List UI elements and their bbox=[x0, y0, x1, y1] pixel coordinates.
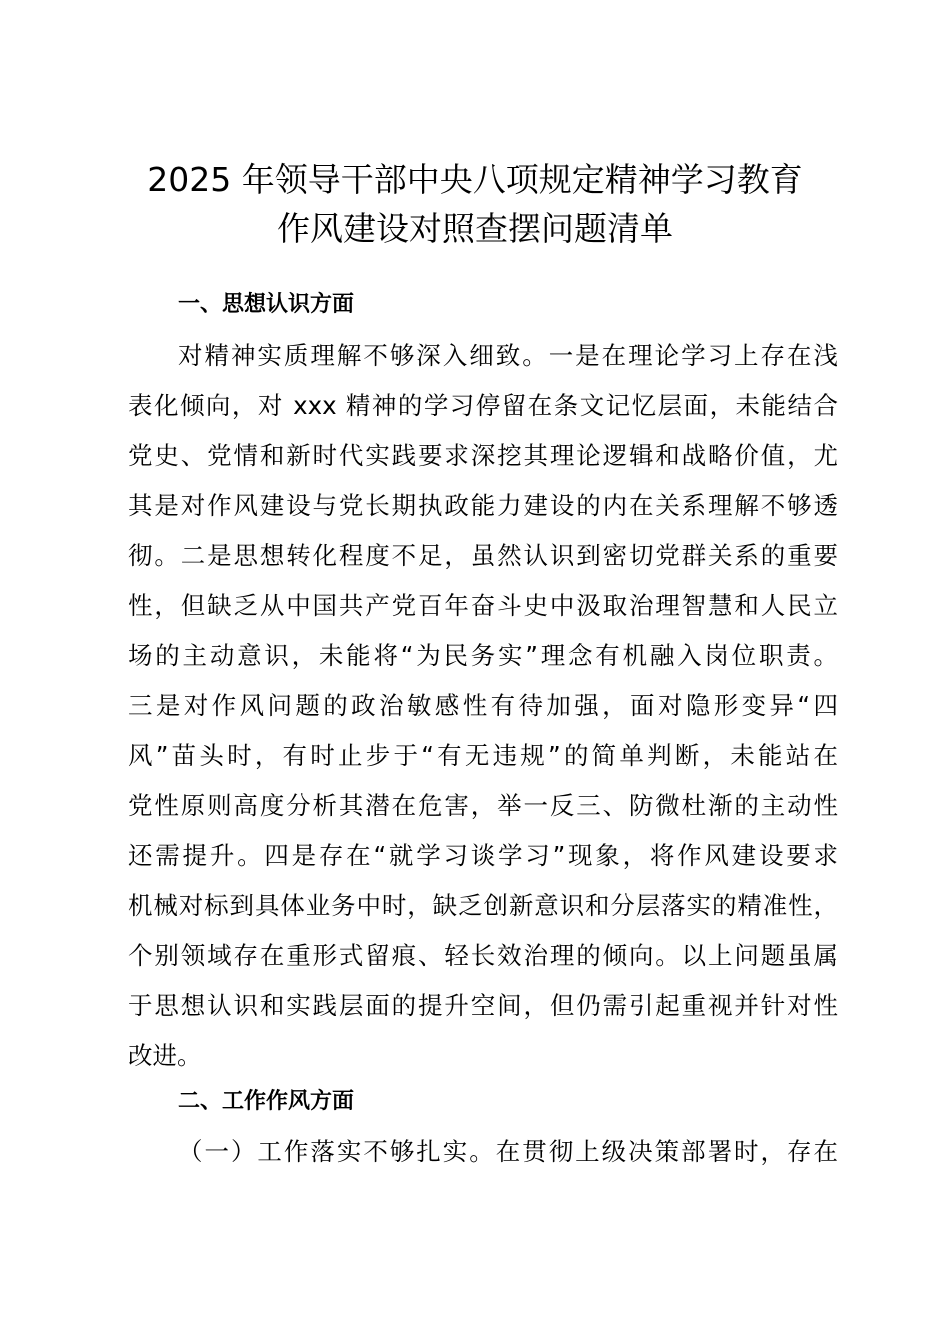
paragraph-line: 其是对作风建设与党长期执政能力建设的内在关系理解不够透 bbox=[128, 491, 838, 520]
paragraph-line: 还需提升。四是存在“就学习谈学习”现象，将作风建设要求 bbox=[128, 841, 838, 870]
paragraph-work-style bbox=[128, 1132, 838, 1182]
paragraph-line: 场的主动意识，未能将“为民务实”理念有机融入岗位职责。 bbox=[128, 641, 838, 670]
paragraph-line: 改进。 bbox=[128, 1041, 202, 1070]
paragraph-line: 三是对作风问题的政治敏感性有待加强，面对隐形变异“四 bbox=[128, 691, 838, 720]
paragraph-line: 机械对标到具体业务中时，缺乏创新意识和分层落实的精准性， bbox=[128, 891, 838, 920]
paragraph-line: 对精神实质理解不够深入细致。一是在理论学习上存在浅 bbox=[178, 341, 838, 370]
paragraph-line: 个别领域存在重形式留痕、轻长效治理的倾向。以上问题虽属 bbox=[128, 941, 838, 970]
document-title-line-1: 2025 年领导干部中央八项规定精神学习教育 bbox=[147, 160, 803, 199]
document-title-line-2: 作风建设对照查摆问题清单 bbox=[277, 209, 673, 248]
paragraph-line: 党性原则高度分析其潜在危害，举一反三、防微杜渐的主动性 bbox=[128, 791, 838, 820]
paragraph-line: 彻。二是思想转化程度不足，虽然认识到密切党群关系的重要 bbox=[128, 541, 838, 570]
section-heading-work-style: 二、工作作风方面 bbox=[178, 1089, 355, 1114]
section-heading-thought: 一、思想认识方面 bbox=[178, 292, 355, 317]
paragraph-line: 于思想认识和实践层面的提升空间，但仍需引起重视并针对性 bbox=[128, 991, 838, 1020]
paragraph-thought bbox=[128, 336, 838, 1086]
paragraph-line: 性，但缺乏从中国共产党百年奋斗史中汲取治理智慧和人民立 bbox=[128, 591, 838, 620]
paragraph-line: 风”苗头时，有时止步于“有无违规”的简单判断，未能站在 bbox=[128, 741, 838, 770]
paragraph-line: 表化倾向，对 xxx 精神的学习停留在条文记忆层面，未能结合 bbox=[128, 391, 838, 420]
paragraph-line: （一）工作落实不够扎实。在贯彻上级决策部署时，存在 bbox=[178, 1137, 838, 1166]
paragraph-line: 党史、党情和新时代实践要求深挖其理论逻辑和战略价值，尤 bbox=[128, 441, 838, 470]
